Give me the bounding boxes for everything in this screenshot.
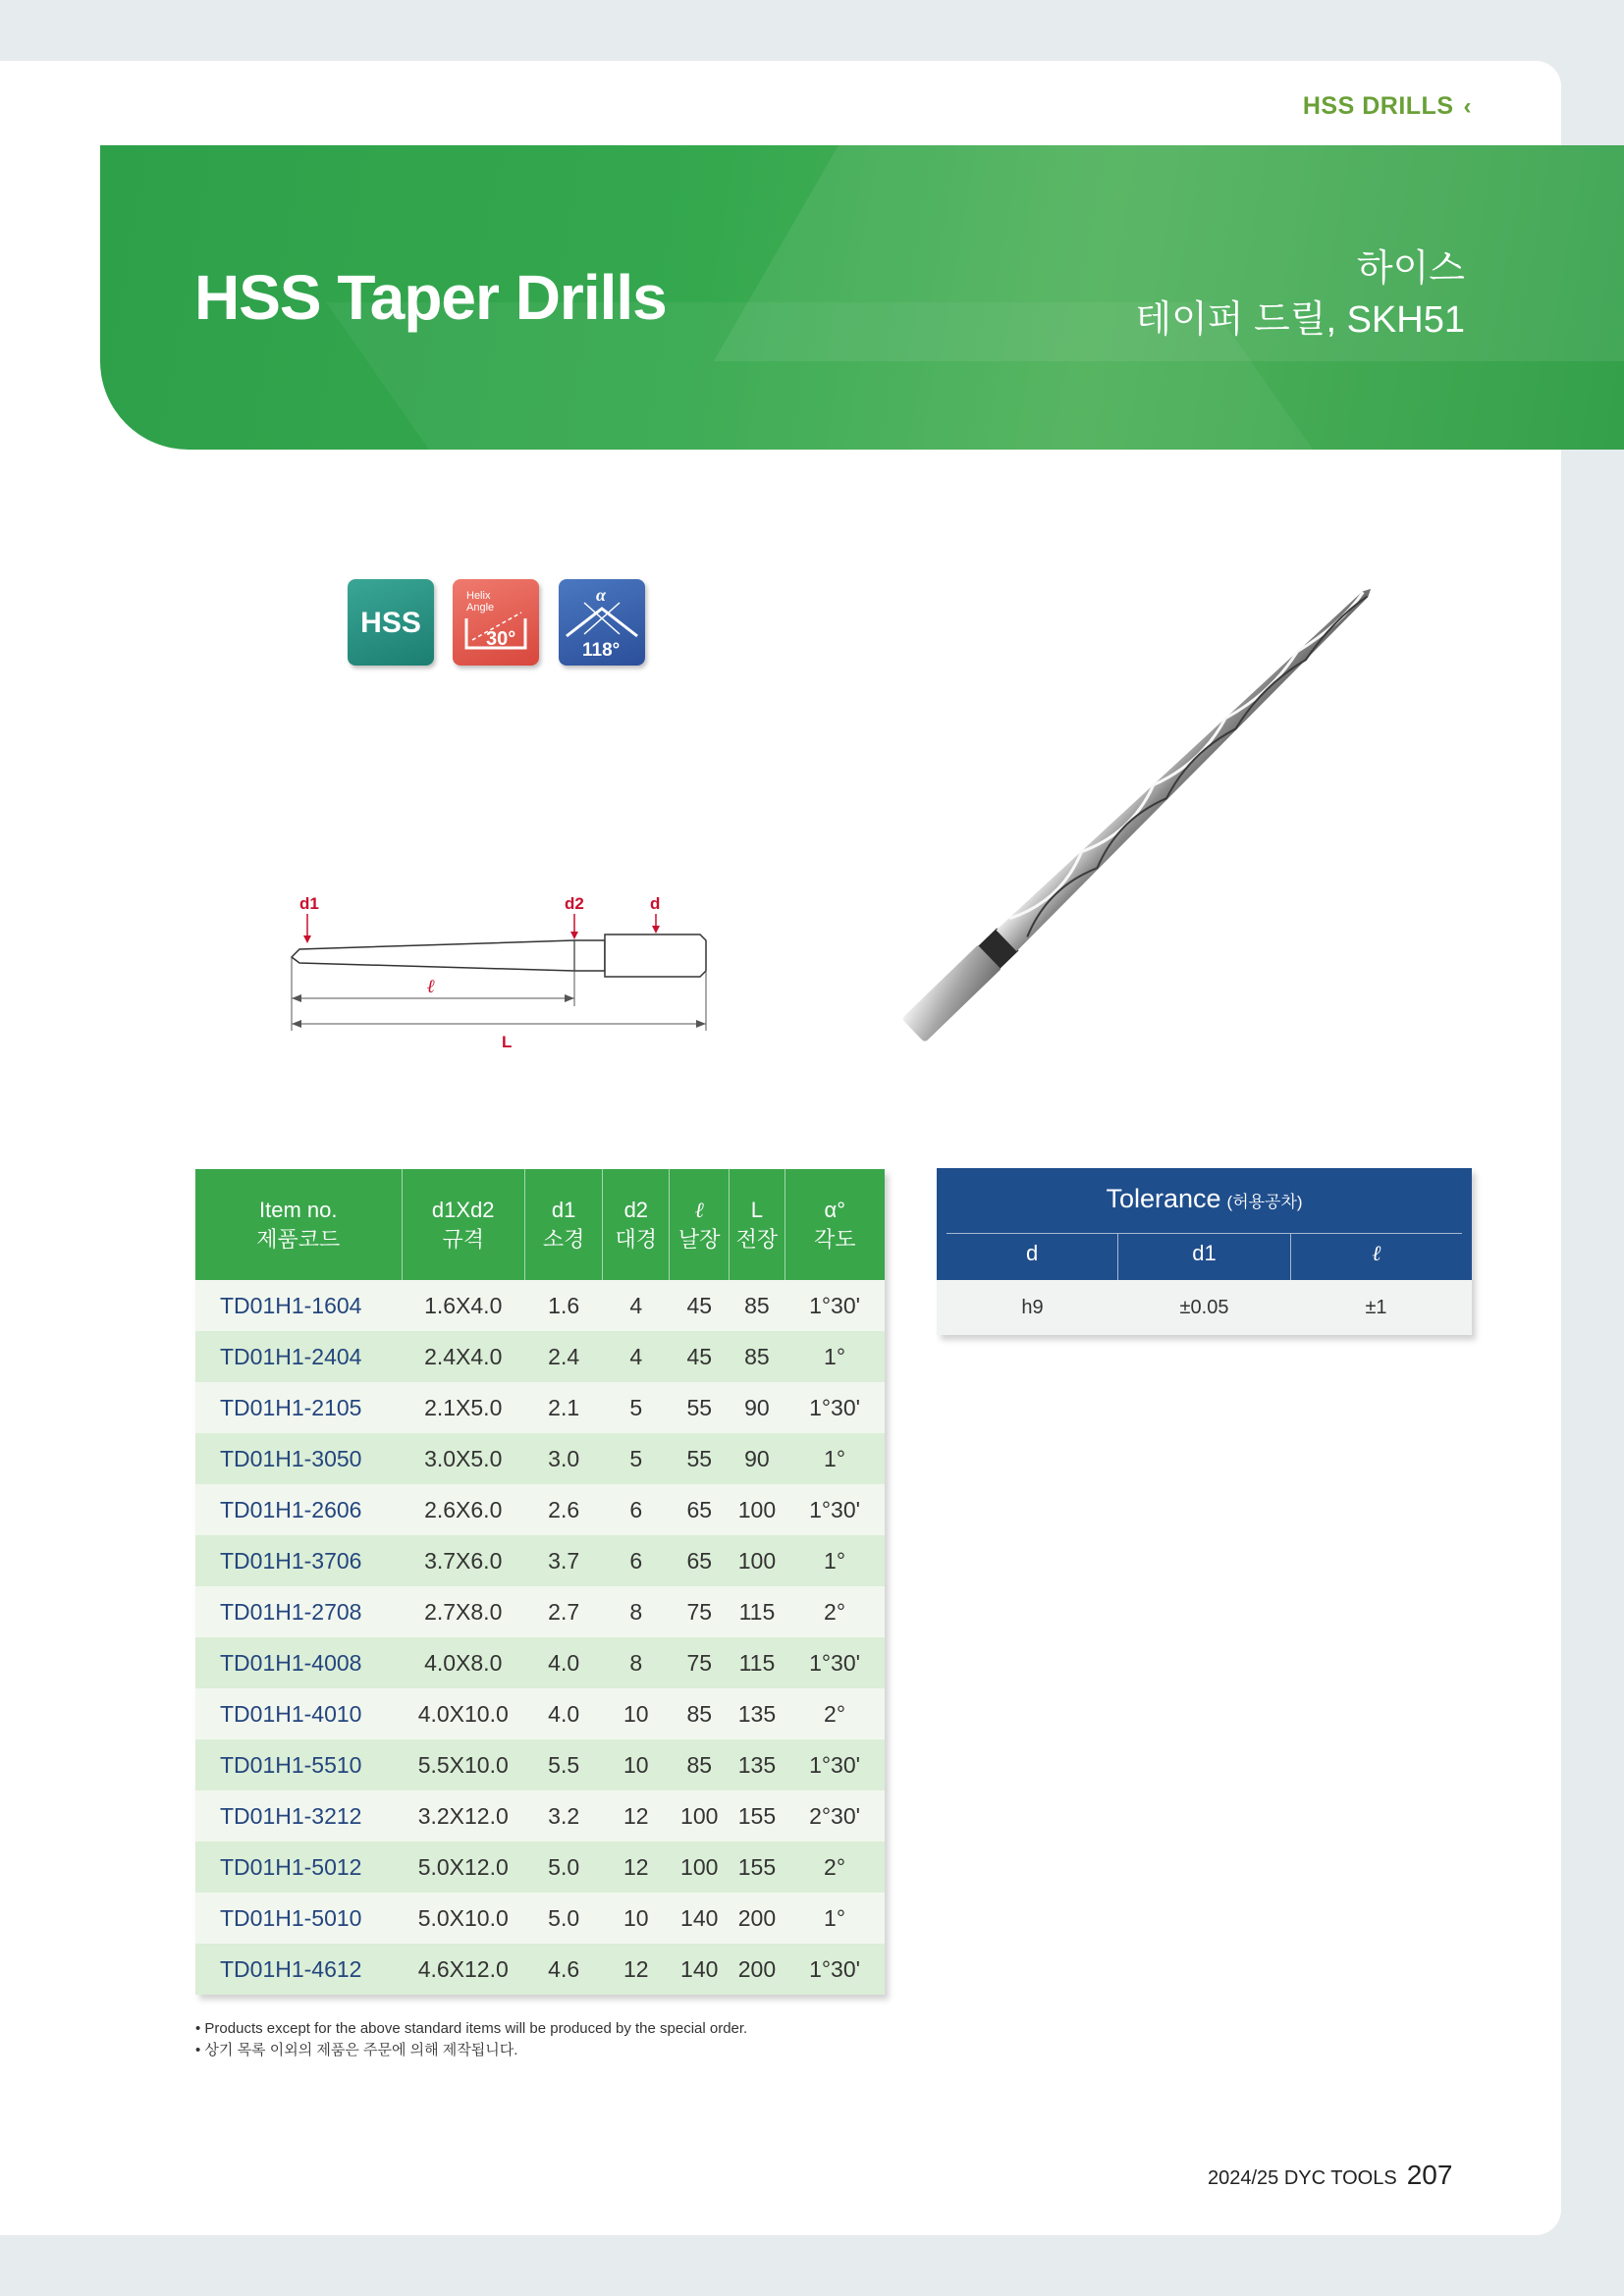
spec-cell: 2.6 [524,1484,602,1535]
subtitle-line1: 하이스 [1356,248,1465,290]
footnote-ko: • 상기 목록 이외의 제품은 주문에 의해 제작됩니다. [195,2042,518,2058]
table-row [195,1535,885,1586]
helix-label2: Angle [466,602,495,614]
dim-label-d1: d1 [299,894,319,913]
spec-header-ko: 규격 [442,1226,484,1252]
spec-cell: 4.0 [524,1637,602,1688]
spec-cell: 1°30' [785,1382,885,1433]
spec-cell: 10 [603,1739,670,1790]
spec-cell: 8 [603,1637,670,1688]
tolerance-title [937,1184,1472,1214]
spec-header-ko: 날장 [677,1226,721,1252]
spec-cell: 1.6 [524,1280,602,1331]
section-tag [151,92,1624,121]
spec-cell: 5 [603,1433,670,1484]
spec-cell: 3.2 [524,1790,602,1842]
spec-cell: 85 [730,1280,785,1331]
spec-cell: 2° [785,1688,885,1739]
spec-cell: 115 [730,1586,785,1637]
spec-header-cell [524,1169,602,1280]
spec-header-en: d1Xd2 [431,1197,495,1222]
spec-cell: 4 [603,1280,670,1331]
point-angle-badge [559,579,645,666]
spec-header-ko: 제품코드 [256,1226,341,1252]
spec-cell: 155 [730,1842,785,1893]
spec-cell: 85 [730,1331,785,1382]
spec-cell: 4.0 [524,1688,602,1739]
spec-cell: 3.2X12.0 [402,1790,524,1842]
table-row [195,1842,885,1893]
item-code-cell: TD01H1-4612 [195,1944,402,1995]
spec-cell: 5.5 [524,1739,602,1790]
footnote-en: • Products except for the above standard items will be produced by the special order. [195,2020,748,2037]
item-code-cell: TD01H1-1604 [195,1280,402,1331]
spec-cell: 115 [730,1637,785,1688]
item-code-cell: TD01H1-5012 [195,1842,402,1893]
spec-cell: 1° [785,1535,885,1586]
spec-cell: 90 [730,1382,785,1433]
spec-cell: 3.0X5.0 [402,1433,524,1484]
spec-cell: 5.0X12.0 [402,1842,524,1893]
table-row [195,1280,885,1331]
spec-cell: 2.4X4.0 [402,1331,524,1382]
spec-cell: 1.6X4.0 [402,1280,524,1331]
spec-cell: 75 [670,1586,730,1637]
table-row [195,1739,885,1790]
tolerance-value-l: ±1 [1365,1297,1387,1318]
spec-cell: 8 [603,1586,670,1637]
spec-cell: 2° [785,1586,885,1637]
table-row [195,1433,885,1484]
item-code-cell: TD01H1-5510 [195,1739,402,1790]
spec-cell: 3.0 [524,1433,602,1484]
spec-cell: 4.6 [524,1944,602,1995]
tolerance-col-d: d [1026,1241,1039,1265]
spec-cell: 135 [730,1739,785,1790]
spec-cell: 100 [730,1484,785,1535]
spec-cell: 1° [785,1433,885,1484]
page-subtitle [1135,243,1465,346]
badge-material-label: HSS [360,607,421,639]
spec-cell: 1°30' [785,1484,885,1535]
spec-header-en: ℓ [694,1197,704,1222]
spec-header-en: Item no. [259,1197,338,1222]
spec-cell: 100 [730,1535,785,1586]
tolerance-header [937,1168,1472,1280]
tolerance-columns [947,1234,1462,1280]
subtitle-line2: 테이퍼 드릴, SKH51 [1135,299,1465,341]
spec-cell: 10 [603,1893,670,1944]
spec-cell: 1°30' [785,1637,885,1688]
tolerance-title-en: Tolerance [1106,1184,1221,1213]
tolerance-title-ko: (허용공차) [1226,1193,1303,1211]
spec-cell: 4.6X12.0 [402,1944,524,1995]
table-row [195,1331,885,1382]
table-row [195,1688,885,1739]
spec-header-cell [730,1169,785,1280]
spec-cell: 4.0X10.0 [402,1688,524,1739]
spec-table-body [195,1280,885,1995]
tolerance-row [937,1280,1472,1335]
point-angle-icon [559,579,645,666]
spec-cell: 2.7X8.0 [402,1586,524,1637]
item-code-cell: TD01H1-3212 [195,1790,402,1842]
table-row [195,1790,885,1842]
spec-cell: 65 [670,1535,730,1586]
spec-cell: 45 [670,1331,730,1382]
spec-cell: 6 [603,1535,670,1586]
spec-cell: 1° [785,1893,885,1944]
spec-cell: 2.7 [524,1586,602,1637]
spec-cell: 55 [670,1433,730,1484]
spec-cell: 2° [785,1842,885,1893]
spec-cell: 4 [603,1331,670,1382]
dim-label-d2: d2 [565,894,584,913]
spec-cell: 200 [730,1893,785,1944]
spec-cell: 5.0X10.0 [402,1893,524,1944]
tolerance-value-d: h9 [1021,1297,1044,1318]
helix-label1: Helix [466,590,491,602]
dim-label-flute-length: ℓ [427,977,436,997]
tolerance-col-l: ℓ [1290,1234,1462,1280]
spec-cell: 12 [603,1842,670,1893]
spec-header-cell [402,1169,524,1280]
footer-publication: 2024/25 DYC TOOLS [1208,2167,1397,2189]
spec-header-ko: 대경 [615,1226,658,1252]
spec-cell: 1°30' [785,1739,885,1790]
spec-cell: 90 [730,1433,785,1484]
table-row [195,1484,885,1535]
spec-header-cell [785,1169,885,1280]
spec-cell: 1° [785,1331,885,1382]
table-row [195,1637,885,1688]
spec-cell: 200 [730,1944,785,1995]
table-row [195,1586,885,1637]
spec-cell: 1°30' [785,1280,885,1331]
spec-cell: 10 [603,1688,670,1739]
spec-header-cell [670,1169,730,1280]
spec-cell: 4.0X8.0 [402,1637,524,1688]
spec-cell: 135 [730,1688,785,1739]
point-symbol: α [596,585,606,605]
item-code-cell: TD01H1-4010 [195,1688,402,1739]
item-code-cell: TD01H1-4008 [195,1637,402,1688]
item-code-cell: TD01H1-3706 [195,1535,402,1586]
spec-cell: 2.6X6.0 [402,1484,524,1535]
item-code-cell: TD01H1-3050 [195,1433,402,1484]
dim-label-overall-length: L [502,1033,513,1051]
tolerance-table [937,1168,1472,1335]
spec-cell: 5.5X10.0 [402,1739,524,1790]
item-code-cell: TD01H1-5010 [195,1893,402,1944]
item-code-cell: TD01H1-2606 [195,1484,402,1535]
spec-cell: 85 [670,1688,730,1739]
spec-cell: 2°30' [785,1790,885,1842]
page-number: 207 [1406,2160,1453,2190]
table-row [195,1893,885,1944]
spec-cell: 100 [670,1790,730,1842]
spec-cell: 65 [670,1484,730,1535]
page-title: HSS Taper Drills [194,262,667,333]
footnotes [195,2018,747,2061]
helix-value: 30° [486,628,516,650]
spec-cell: 140 [670,1893,730,1944]
item-code-cell: TD01H1-2708 [195,1586,402,1637]
section-tag-label: HSS DRILLS [1302,92,1454,120]
spec-cell: 2.1 [524,1382,602,1433]
spec-table-header [195,1169,885,1280]
table-row [195,1382,885,1433]
spec-header-en: α° [824,1197,846,1222]
spec-header-en: d1 [551,1197,576,1222]
spec-header-cell [195,1169,402,1280]
hss-material-badge [348,579,434,666]
spec-cell: 12 [603,1790,670,1842]
title-banner [100,145,1624,450]
drill-dimension-diagram [280,888,722,1055]
spec-cell: 100 [670,1842,730,1893]
spec-cell: 3.7X6.0 [402,1535,524,1586]
spec-cell: 5.0 [524,1893,602,1944]
spec-header-cell [603,1169,670,1280]
spec-cell: 55 [670,1382,730,1433]
spec-cell: 140 [670,1944,730,1995]
helix-angle-badge [453,579,539,666]
spec-header-ko: 전장 [735,1226,779,1252]
spec-header-en: d2 [623,1197,649,1222]
page-footer [1208,2160,1452,2191]
tolerance-value-d1: ±0.05 [1179,1297,1229,1318]
spec-cell: 3.7 [524,1535,602,1586]
spec-cell: 85 [670,1739,730,1790]
spec-cell: 12 [603,1944,670,1995]
point-value: 118° [582,640,621,661]
drill-product-photo [864,569,1473,1080]
helix-angle-icon [453,579,539,666]
chevron-left-icon: ‹ [1463,93,1472,120]
spec-cell: 75 [670,1637,730,1688]
spec-cell: 2.1X5.0 [402,1382,524,1433]
spec-cell: 155 [730,1790,785,1842]
spec-cell: 45 [670,1280,730,1331]
dim-label-d: d [650,894,661,913]
spec-header-ko: 소경 [542,1226,585,1252]
spec-table [195,1169,885,1995]
spec-cell: 2.4 [524,1331,602,1382]
spec-cell: 6 [603,1484,670,1535]
spec-cell: 5.0 [524,1842,602,1893]
item-code-cell: TD01H1-2404 [195,1331,402,1382]
item-code-cell: TD01H1-2105 [195,1382,402,1433]
spec-header-en: L [750,1197,764,1222]
tolerance-col-d1: d1 [1117,1234,1289,1280]
spec-header-ko: 각도 [814,1226,856,1252]
spec-cell: 5 [603,1382,670,1433]
spec-cell: 1°30' [785,1944,885,1995]
table-row [195,1944,885,1995]
